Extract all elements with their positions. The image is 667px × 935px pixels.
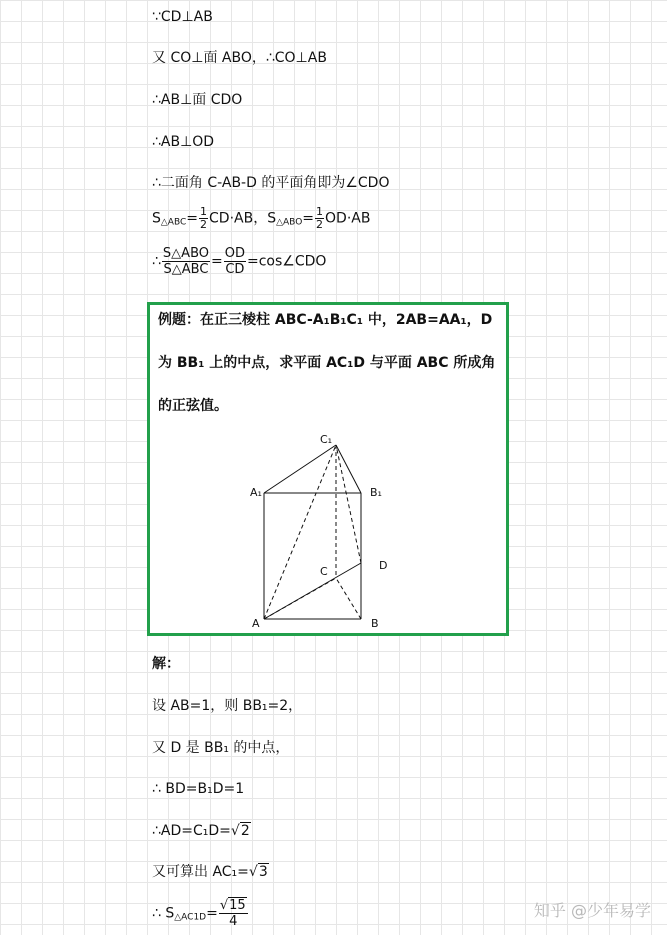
example-line-3: 的正弦值。 <box>158 398 228 414</box>
formula-text: =cos∠CDO <box>246 253 327 270</box>
area-fraction <box>219 898 248 929</box>
label-C: C <box>320 565 328 578</box>
formula-text: ∴AD=C₁D= <box>152 823 231 839</box>
proof-line-1: ∵CD⊥AB <box>152 9 213 25</box>
segment-AC1 <box>264 445 336 619</box>
radicand: 15 <box>229 898 246 913</box>
equals-sign: = <box>206 905 218 922</box>
proof-line-2: 又 CO⊥面 ABO，∴CO⊥AB <box>152 50 327 66</box>
proof-line-7 <box>152 246 326 277</box>
segment-C1D <box>336 445 361 563</box>
area-subscript: △ABO <box>276 217 303 228</box>
proof-line-5: ∴二面角 C-AB-D 的平面角即为∠CDO <box>152 175 390 191</box>
area-subscript: △AC1D <box>174 912 207 923</box>
proof-line-6 <box>152 206 370 232</box>
watermark: 知乎 @少年易学 <box>533 901 651 920</box>
fraction-denominator: S△ABC <box>163 262 209 277</box>
equals-sign: = <box>186 210 199 227</box>
label-C1: C₁ <box>320 433 333 446</box>
solution-title: 解： <box>152 656 180 672</box>
fraction-denominator: 2 <box>316 218 324 231</box>
label-A: A <box>252 617 260 628</box>
label-B1: B₁ <box>370 486 382 499</box>
fraction-numerator: 1 <box>316 205 324 218</box>
fraction-numerator: 1 <box>200 205 208 218</box>
radicand: 2 <box>240 823 250 839</box>
edge-BC <box>336 578 361 619</box>
edge-B1C1 <box>336 445 361 493</box>
label-D: D <box>379 559 388 572</box>
proof-line-4: ∴AB⊥OD <box>152 134 215 150</box>
equals-sign: = <box>211 253 223 270</box>
formula-text: 又可算出 AC₁= <box>152 864 249 880</box>
prism-figure <box>240 423 400 628</box>
label-A1: A₁ <box>250 486 262 499</box>
example-line-2: 为 BB₁ 上的中点，求平面 AC₁D 与平面 ABC 所成角 <box>158 355 496 371</box>
square-root: √3 <box>248 864 268 880</box>
fraction-denominator: 4 <box>229 914 238 929</box>
label-B: B <box>371 617 379 628</box>
half-fraction <box>315 206 324 231</box>
example-line-1: 例题：在正三棱柱 ABC-A₁B₁C₁ 中，2AB=AA₁，D <box>158 312 493 328</box>
solution-line-6 <box>152 898 249 929</box>
area-symbol: S <box>152 210 161 227</box>
solution-line-5 <box>152 863 269 881</box>
solution-line-3: ∴ BD=B₁D=1 <box>152 781 245 797</box>
solution-line-2: 又 D 是 BB₁ 的中点， <box>152 740 290 756</box>
area-subscript: △ABC <box>160 217 187 228</box>
fraction-numerator: OD <box>224 246 245 261</box>
example-box <box>147 302 509 636</box>
radicand: 3 <box>258 864 268 880</box>
edge-A1C1 <box>264 445 336 493</box>
formula-text: OD·AB <box>325 210 371 227</box>
fraction-denominator: 2 <box>200 218 208 231</box>
fraction-numerator: S△ABO <box>162 246 209 261</box>
area-ratio-fraction <box>162 246 210 277</box>
square-root: √2 <box>230 823 250 839</box>
proof-line-3: ∴AB⊥面 CDO <box>152 92 243 108</box>
half-fraction <box>199 206 208 231</box>
formula-text: ∴ S <box>152 905 175 922</box>
fraction-denominator: CD <box>225 262 245 277</box>
solution-line-1: 设 AB=1，则 BB₁=2， <box>152 698 303 714</box>
length-ratio-fraction <box>224 246 246 277</box>
square-root: √15 <box>219 898 246 913</box>
formula-text: CD·AB，S <box>209 210 277 227</box>
therefore-symbol: ∴ <box>152 253 161 270</box>
equals-sign: = <box>302 210 315 227</box>
solution-line-4 <box>152 822 251 840</box>
fraction-numerator <box>219 898 248 914</box>
